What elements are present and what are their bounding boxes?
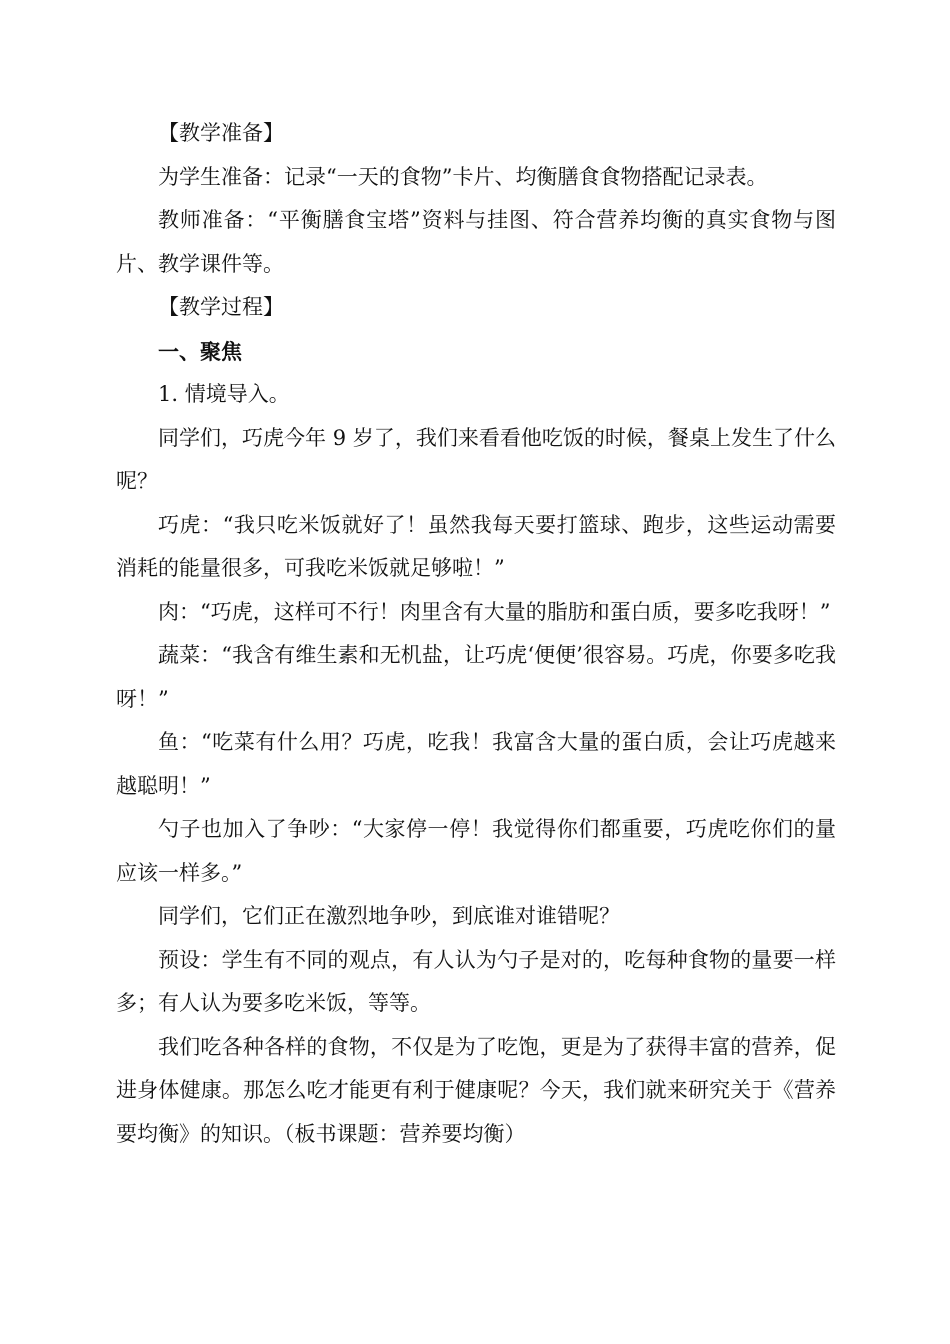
student-prep: 为学生准备：记录“一天的食物”卡片、均衡膳食食物搭配记录表。 — [158, 164, 768, 189]
section-teaching-process: 【教学过程】 — [158, 295, 284, 319]
para-question: 同学们，它们正在激烈地争吵，到底谁对谁错呢？ — [158, 904, 620, 928]
document-body — [116, 112, 836, 1156]
para-meat: 肉：“巧虎，这样可不行！肉里含有大量的脂肪和蛋白质，要多吃我呀！” — [158, 599, 831, 624]
step-situation-intro: 1. 情境导入。 — [158, 382, 290, 406]
para-qiaohu: 巧虎：“我只吃米饭就好了！虽然我每天要打篮球、跑步，这些运动需要消耗的能量很多，可我吃米饭就足够啦！” — [116, 512, 836, 580]
para-vegetable: 蔬菜：“我含有维生素和无机盐，让巧虎‘便便’很容易。巧虎，你要多吃我呀！” — [116, 643, 836, 711]
section-teaching-prep: 【教学准备】 — [158, 121, 284, 145]
para-fish: 鱼：“吃菜有什么用？巧虎，吃我！我富含大量的蛋白质，会让巧虎越来越聪明！” — [116, 730, 836, 798]
teacher-prep: 教师准备：“平衡膳食宝塔”资料与挂图、符合营养均衡的真实食物与图片、教学课件等。 — [116, 208, 836, 276]
para-conclusion: 我们吃各种各样的食物，不仅是为了吃饱，更是为了获得丰富的营养，促进身体健康。那怎么吃才能更有利于健康呢？今天，我们就来研究关于《营养要均衡》的知识。（板书课题：营养要均衡） — [116, 1034, 836, 1146]
heading-focus: 一、聚焦 — [158, 338, 242, 364]
para-spoon: 勺子也加入了争吵：“大家停一停！我觉得你们都重要，巧虎吃你们的量应该一样多。” — [116, 817, 836, 885]
para-preset: 预设：学生有不同的观点，有人认为勺子是对的，吃每种食物的量要一样多；有人认为要多吃米饭，等等。 — [116, 947, 836, 1015]
para-intro: 同学们，巧虎今年 9 岁了，我们来看看他吃饭的时候，餐桌上发生了什么呢？ — [116, 425, 836, 493]
